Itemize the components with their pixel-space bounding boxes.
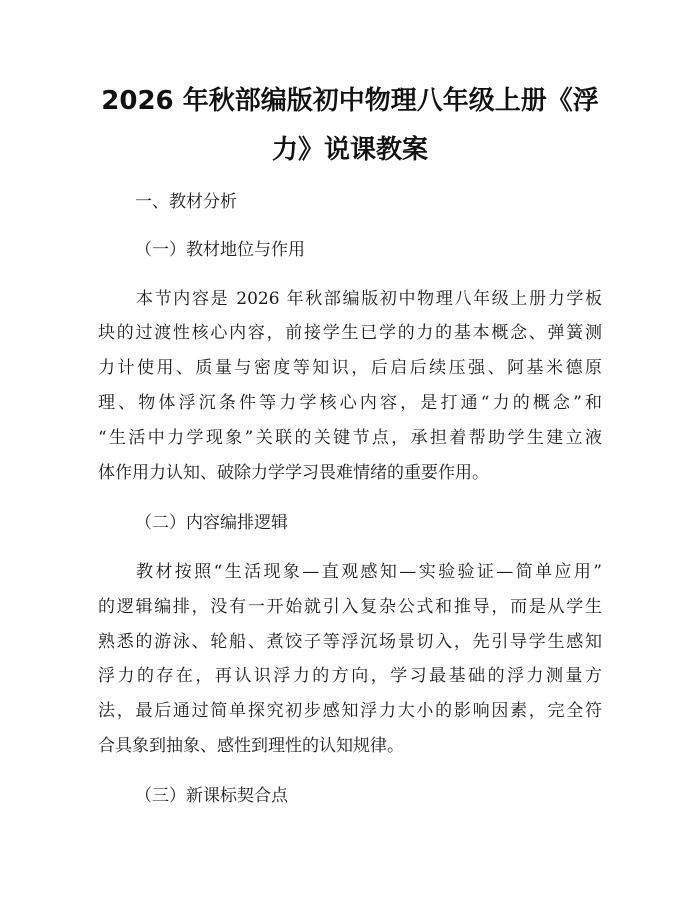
- paragraph-line: 熟悉的游泳、轮船、煮饺子等浮沉场景切入，先引导学生感知: [98, 632, 602, 652]
- section-heading-textbook-analysis: 一、教材分析: [135, 192, 237, 212]
- subsection-heading-position-role: （一）教材地位与作用: [135, 240, 305, 260]
- subsection-heading-content-logic: （二）内容编排逻辑: [135, 513, 288, 533]
- paragraph-line: 块的过渡性核心内容，前接学生已学的力的基本概念、弹簧测: [98, 323, 602, 343]
- paragraph-line: 浮力的存在，再认识浮力的方向，学习最基础的浮力测量方: [98, 666, 602, 686]
- document-title-line-1: 2026 年秋部编版初中物理八年级上册《浮: [101, 86, 599, 116]
- paragraph-line: 力计使用、质量与密度等知识，后启后续压强、阿基米德原: [98, 358, 602, 378]
- subsection-heading-curriculum-alignment: （三）新课标契合点: [135, 786, 288, 806]
- paragraph-line: 理、物体浮沉条件等力学核心内容，是打通“力的概念”和: [98, 393, 602, 413]
- paragraph-line: “生活中力学现象”关联的关键节点，承担着帮助学生建立液: [98, 428, 602, 448]
- document-title-line-2: 力》说课教案: [271, 135, 428, 165]
- paragraph-line: 教材按照“生活现象—直观感知—实验验证—简单应用”: [136, 562, 602, 582]
- paragraph-line: 法，最后通过简单探究初步感知浮力大小的影响因素，完全符: [98, 701, 602, 721]
- paragraph-line: 体作用力认知、破除力学学习畏难情绪的重要作用。: [98, 463, 489, 483]
- paragraph-line: 合具象到抽象、感性到理性的认知规律。: [98, 736, 404, 756]
- paragraph-line: 本节内容是 2026 年秋部编版初中物理八年级上册力学板: [136, 289, 602, 309]
- paragraph-line: 的逻辑编排，没有一开始就引入复杂公式和推导，而是从学生: [98, 597, 602, 617]
